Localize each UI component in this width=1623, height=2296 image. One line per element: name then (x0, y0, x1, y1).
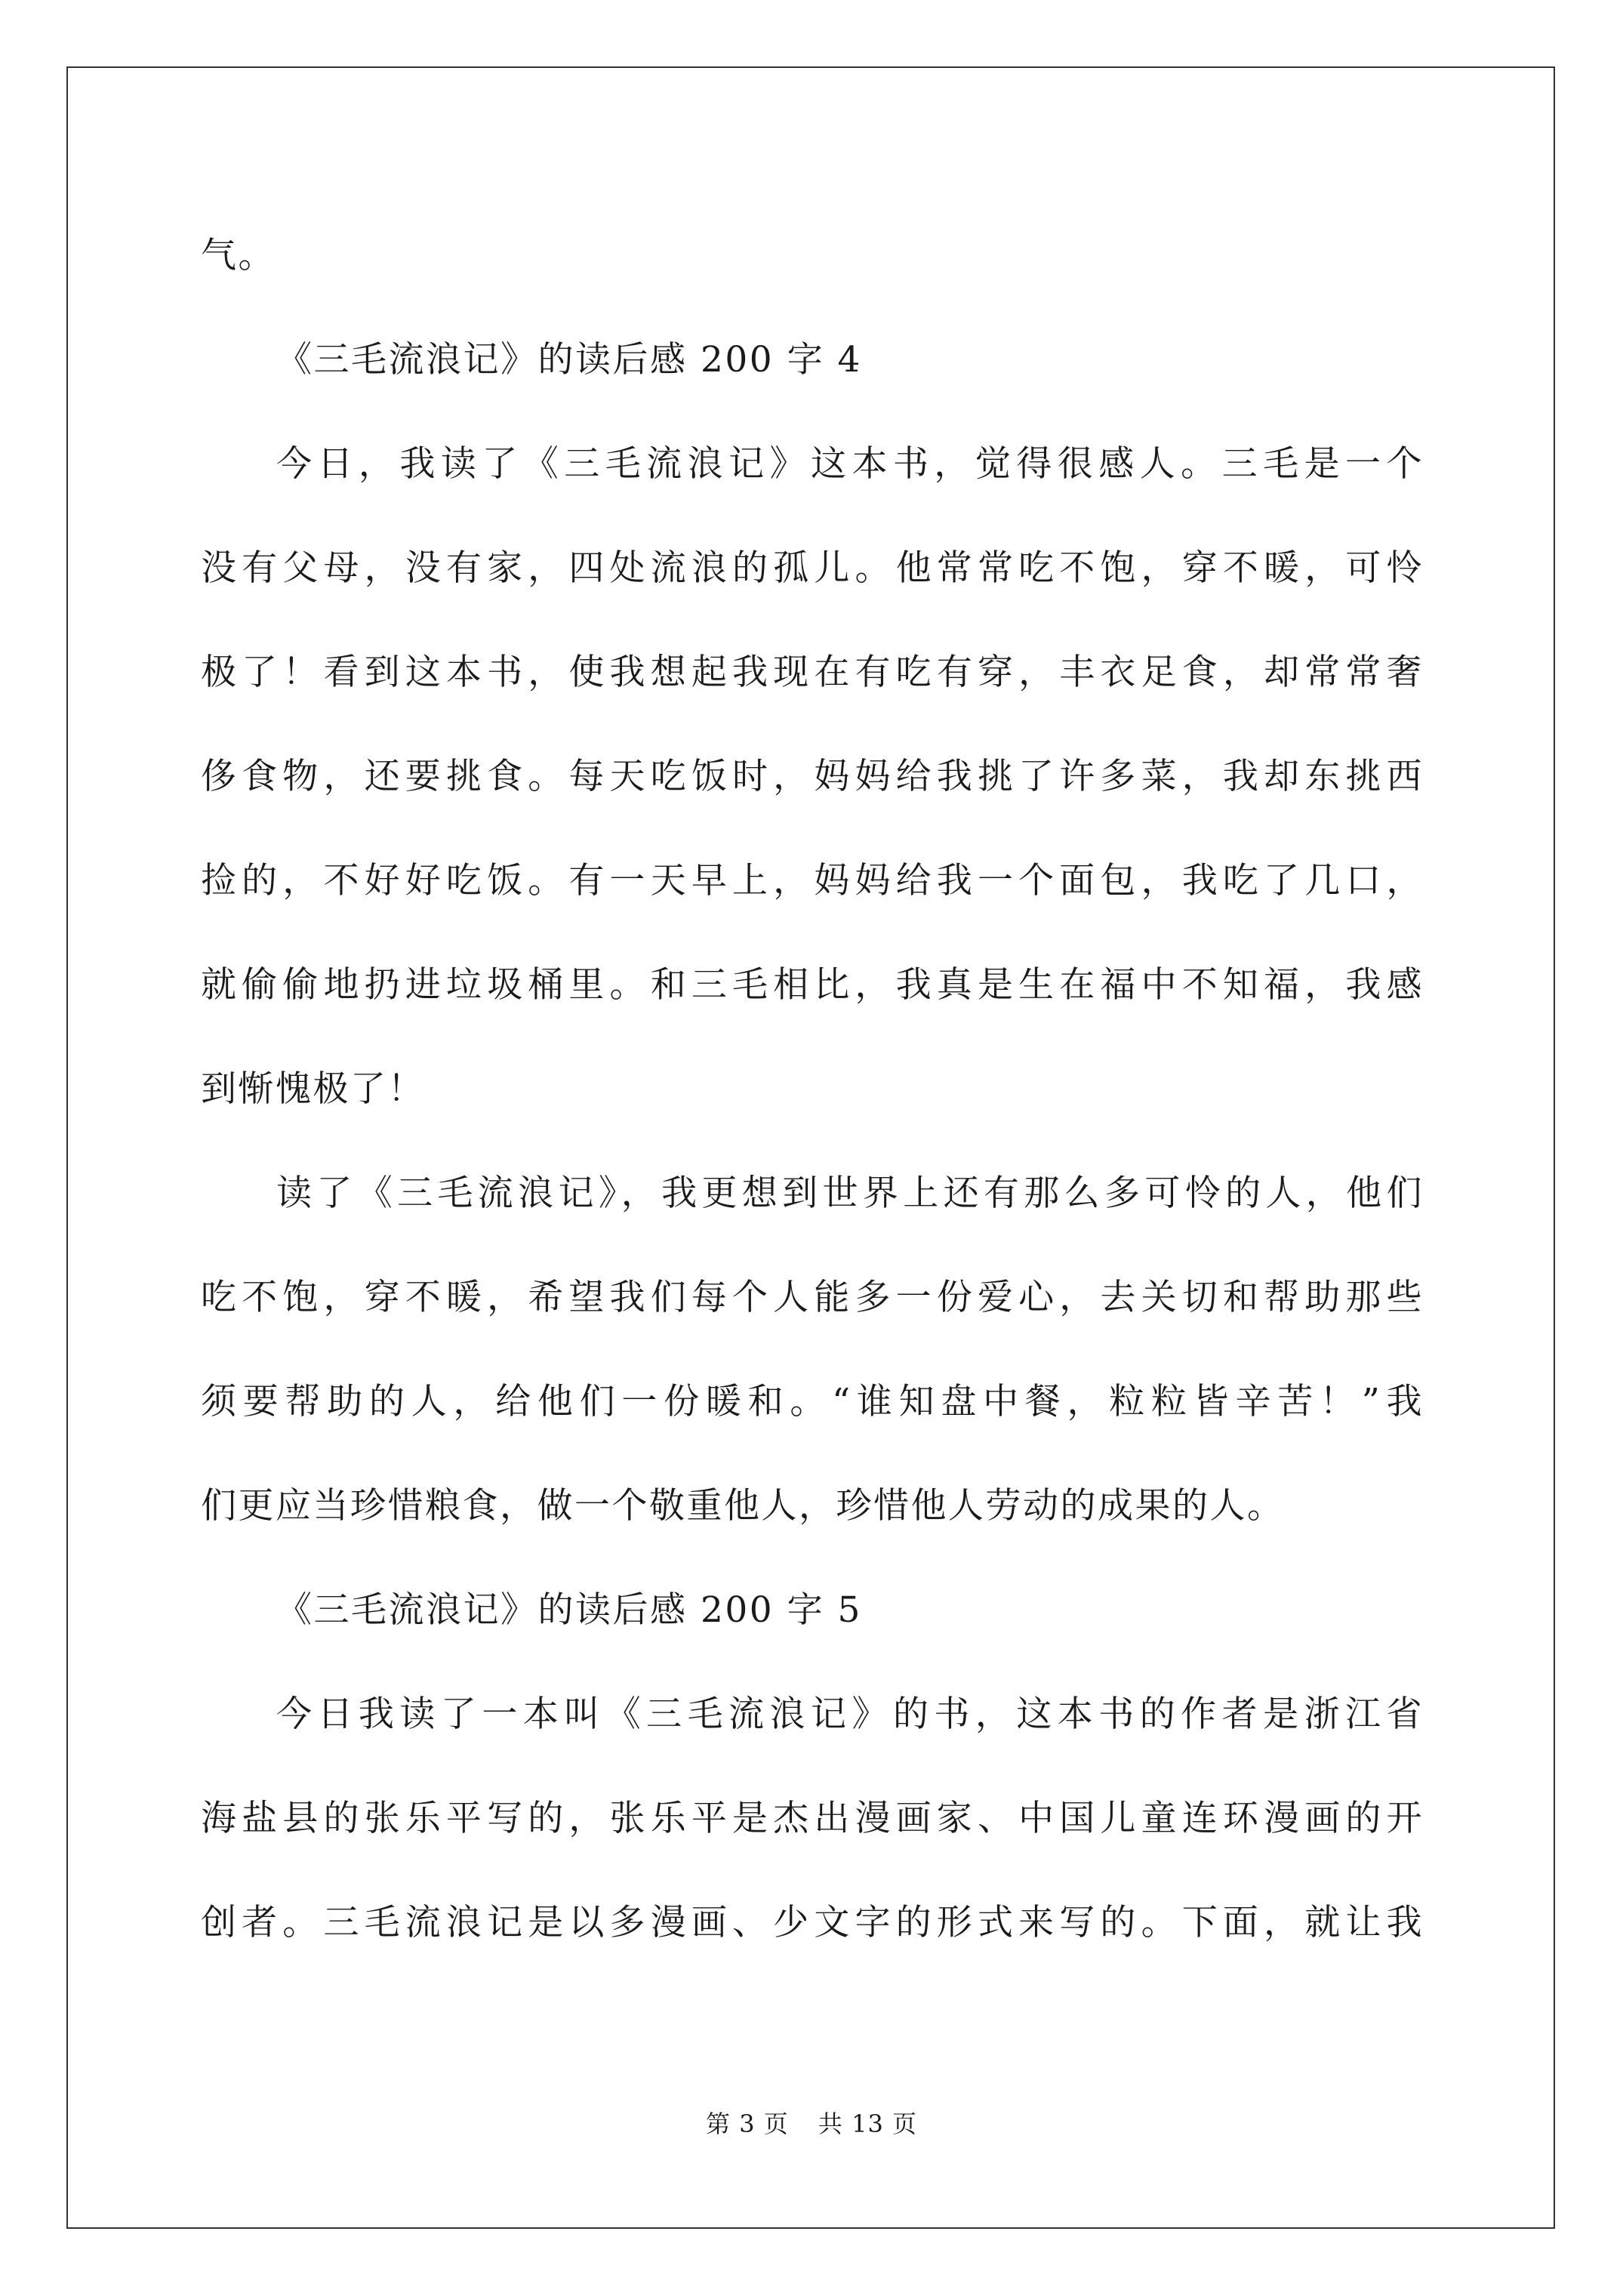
document-body (201, 204, 1424, 1975)
paragraph-line: 到惭愧极了！ (201, 1068, 425, 1110)
paragraph-line: 侈食物，还要挑食。每天吃饭时，妈妈给我挑了许多菜，我却东挑西 (201, 756, 1424, 797)
paragraph-line: 们更应当珍惜粮食，做一个敬重他人，珍惜他人劳动的成果的人。 (201, 1485, 1285, 1527)
paragraph-line: 创者。三毛流浪记是以多漫画、少文字的形式来写的。下面，就让我 (201, 1902, 1424, 1943)
section-heading: 《三毛流浪记》的读后感 200 字 4 (276, 339, 862, 381)
paragraph-line: 须要帮助的人，给他们一份暖和。“谁知盘中餐，粒粒皆辛苦！”我 (201, 1381, 1424, 1422)
section-heading: 《三毛流浪记》的读后感 200 字 5 (276, 1589, 862, 1631)
paragraph-line: 没有父母，没有家，四处流浪的孤儿。他常常吃不饱，穿不暖，可怜 (201, 547, 1424, 589)
paragraph-line: 就偷偷地扔进垃圾桶里。和三毛相比，我真是生在福中不知福，我感 (201, 964, 1424, 1006)
paragraph-line: 今日，我读了《三毛流浪记》这本书，觉得很感人。三毛是一个 (276, 443, 1424, 485)
paragraph-line: 捡的，不好好吃饭。有一天早上，妈妈给我一个面包，我吃了几口， (201, 860, 1424, 901)
paragraph-line: 气。 (201, 235, 276, 276)
page-number: 第 3 页 (706, 2110, 789, 2138)
paragraph-line: 极了！看到这本书，使我想起我现在有吃有穿，丰衣足食，却常常奢 (201, 652, 1424, 693)
page-total: 共 13 页 (818, 2110, 917, 2138)
paragraph-line: 海盐县的张乐平写的，张乐平是杰出漫画家、中国儿童连环漫画的开 (201, 1798, 1424, 1839)
paragraph-line: 吃不饱，穿不暖，希望我们每个人能多一份爱心，去关切和帮助那些 (201, 1277, 1424, 1318)
paragraph-line: 读了《三毛流浪记》，我更想到世界上还有那么多可怜的人，他们 (276, 1173, 1424, 1214)
paragraph-line: 今日我读了一本叫《三毛流浪记》的书，这本书的作者是浙江省 (276, 1693, 1424, 1735)
page-footer (0, 2105, 1623, 2140)
